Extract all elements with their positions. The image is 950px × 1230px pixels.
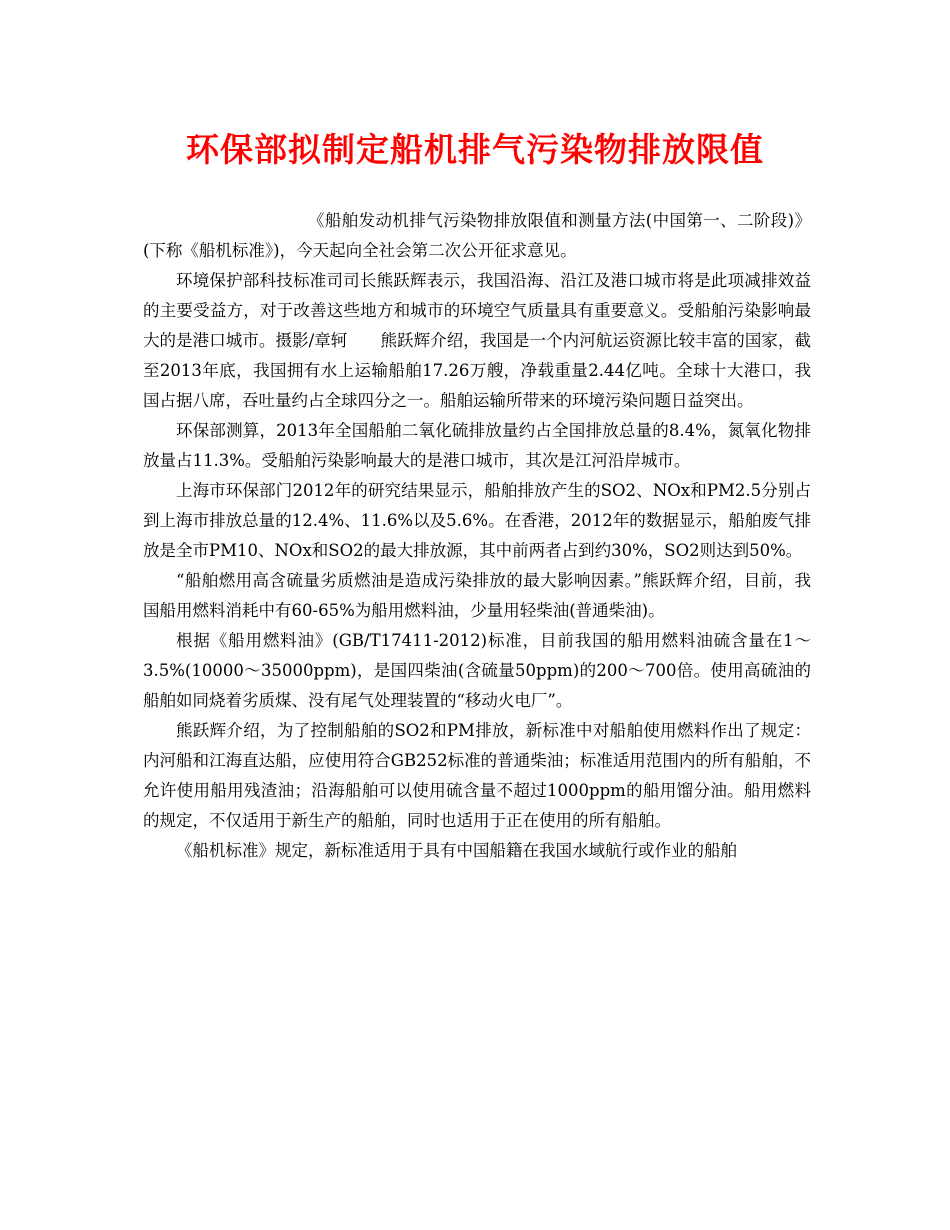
paragraph-3: 环保部测算，2013年全国船舶二氧化硫排放量约占全国排放总量的8.4%，氮氧化物排放量占11.3%。受船舶污染影响最大的是港口城市，其次是江河沿岸城市。 xyxy=(143,421,811,470)
paragraph-1: 《船舶发动机排气污染物排放限值和测量方法(中国第一、二阶段)》(下称《船机标准》)，今天起向全社会第二次公开征求意见。 xyxy=(143,211,811,260)
paragraph-5: “船舶燃用高含硫量劣质燃油是造成污染排放的最大影响因素。”熊跃辉介绍，目前，我国船用燃料消耗中有60-65%为船用燃料油，少量用轻柴油(普通柴油)。 xyxy=(143,571,811,620)
article-body xyxy=(143,206,811,866)
paragraph-2: 环境保护部科技标准司司长熊跃辉表示，我国沿海、沿江及港口城市将是此项减排效益的主要受益方，对于改善这些地方和城市的环境空气质量具有重要意义。受船舶污染影响最大的是港口城市。摄影/章轲 熊跃辉介绍，我国是一个内河航运资源比较丰富的国家，截至2013年底，我国拥有水上运输船舶17.26万艘，净载重量2.44亿吨。全球十大港口，我国占据八席，吞吐量约占全球四分之一。船舶运输所带来的环境污染问题日益突出。 xyxy=(143,271,811,410)
paragraph-8: 《船机标准》规定，新标准适用于具有中国船籍在我国水域航行或作业的船舶 xyxy=(176,841,737,860)
paragraph-4: 上海市环保部门2012年的研究结果显示，船舶排放产生的SO2、NOx和PM2.5分别占到上海市排放总量的12.4%、11.6%以及5.6%。在香港，2012年的数据显示，船舶废气排放是全市PM10、NOx和SO2的最大排放源，其中前两者占到约30%，SO2则达到50%。 xyxy=(143,481,811,560)
article-title: 环保部拟制定船机排气污染物排放限值 xyxy=(186,130,764,169)
paragraph-6: 根据《船用燃料油》(GB/T17411-2012)标准，目前我国的船用燃料油硫含量在1～3.5%(10000～35000ppm)，是国四柴油(含硫量50ppm)的200～700倍。使用高硫油的船舶如同烧着劣质煤、没有尾气处理装置的“移动火电厂”。 xyxy=(143,631,811,710)
paragraph-7: 熊跃辉介绍，为了控制船舶的SO2和PM排放，新标准中对船舶使用燃料作出了规定：内河船和江海直达船，应使用符合GB252标准的普通柴油；标准适用范围内的所有船舶，不允许使用船用残渣油；沿海船舶可以使用硫含量不超过1000ppm的船用馏分油。船用燃料的规定，不仅适用于新生产的船舶，同时也适用于正在使用的所有船舶。 xyxy=(143,721,811,830)
